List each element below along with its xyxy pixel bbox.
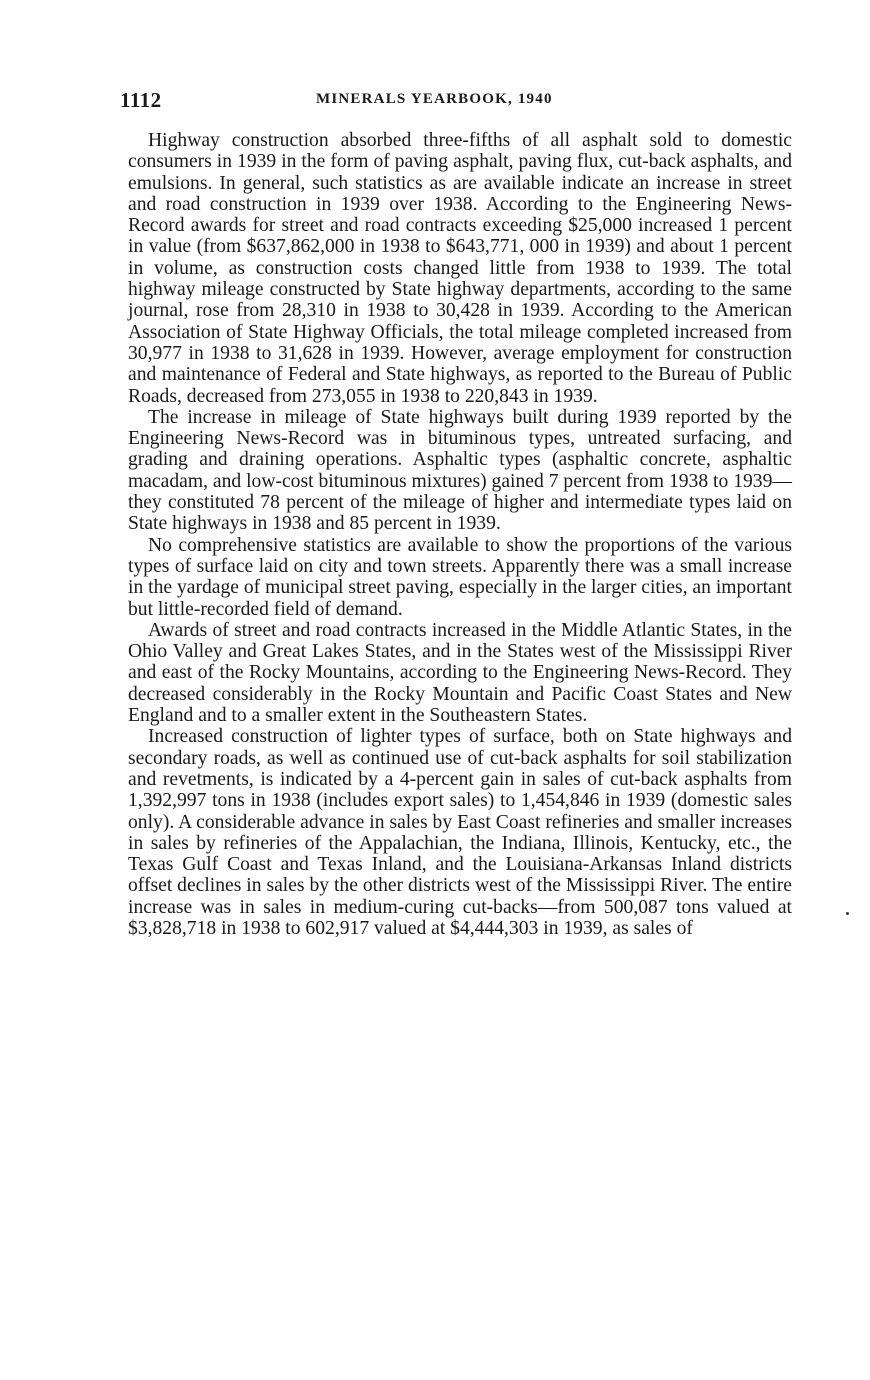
running-header (120, 88, 800, 114)
paragraph-highway-construction: Highway construction absorbed three-fifths of all asphalt sold to domestic consumers in 1939 in the form of paving asphalt, paving flux, cut-back asphalts, and emulsions. In general, such statistics as are available indicate an increase in street and road construction in 1939 over 1938. According to the Engineering News-Record awards for street and road contracts exceeding $25,000 increased 1 percent in value (from $637,862,000 in 1938 to $643,771, 000 in 1939) and about 1 percent in volume, as construction costs changed little from 1938 to 1939. The total highway mileage constructed by State highway departments, according to the same journal, rose from 28,310 in 1938 to 30,428 in 1939. According to the American Association of State Highway Officials, the total mileage completed increased from 30,977 in 1938 to 31,628 in 1939. However, average employment for construction and maintenance of Federal and State highways, as reported to the Bureau of Public Roads, decreased from 273,055 in 1938 to 220,843 in 1939. (128, 130, 792, 407)
body-text (128, 130, 792, 939)
page-number: 1112 (120, 88, 162, 112)
running-title: MINERALS YEARBOOK, 1940 (316, 91, 553, 107)
paragraph-municipal-paving: No comprehensive statistics are available to show the proportions of the various types of surface laid on city and town streets. Apparently there was a small increase in the yardage of municipal street paving, especially in the larger cities, an important but little-recorded field of demand. (128, 534, 792, 620)
paragraph-regional-awards: Awards of street and road contracts increased in the Middle Atlantic States, in the Ohio Valley and Great Lakes States, and in the States west of the Mississippi River and east of the Rocky Mountains, according to the Engineering News-Record. They decreased considerably in the Rocky Mountain and Pacific Coast States and New England and to a smaller extent in the Southeastern States. (128, 619, 792, 727)
paragraph-cut-back-asphalts: Increased construction of lighter types of surface, both on State highways and secondary roads, as well as continued use of cut-back asphalts for soil stabilization and revetments, is indicated by a 4-percent gain in sales of cut-back asphalts from 1,392,997 tons in 1938 (includes export sales) to 1,454,846 in 1939 (domestic sales only). A considerable advance in sales by East Coast refineries and smaller increases in sales by refineries of the Appalachian, the Indiana, Illinois, Kentucky, etc., the Texas Gulf Coast and Texas Inland, and the Louisiana-Arkansas Inland districts offset declines in sales by the other districts west of the Mississippi River. The entire increase was in sales in medium-curing cut-backs—from 500,087 tons valued at $3,828,718 in 1938 to 602,917 valued at $4,444,303 in 1939, as sales of (128, 726, 792, 939)
scan-speck (846, 912, 849, 915)
paragraph-state-highway-mileage: The increase in mileage of State highways built during 1939 reported by the Engineering News-Record was in bituminous types, untreated surfacing, and grading and draining operations. Asphaltic types (asphaltic concrete, asphaltic macadam, and low-cost bituminous mixtures) gained 7 percent from 1938 to 1939—they constituted 78 percent of the mileage of higher and intermediate types laid on State highways in 1938 and 85 percent in 1939. (128, 406, 792, 535)
